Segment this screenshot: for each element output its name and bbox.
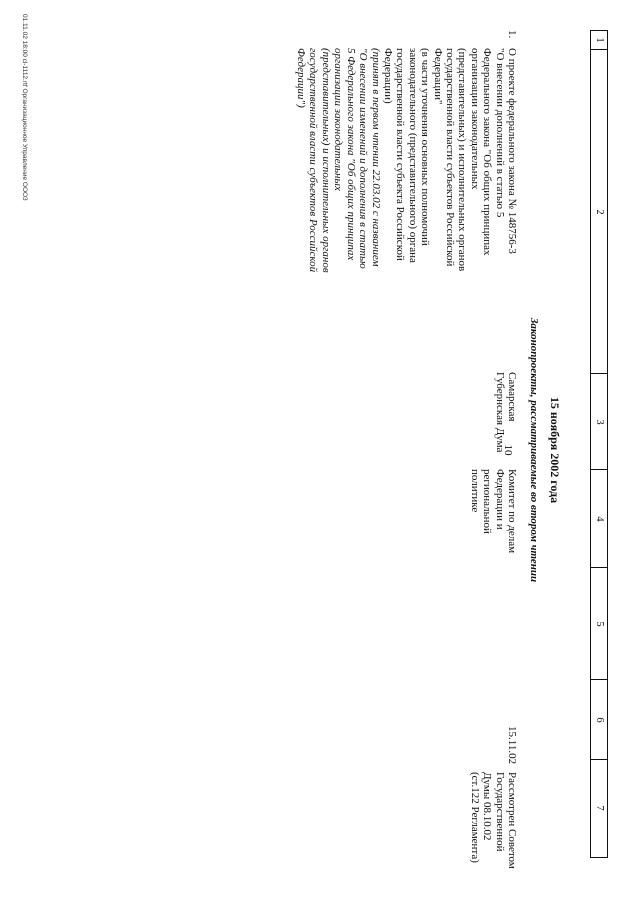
page-number: 10 bbox=[502, 444, 514, 456]
column-header: 1 bbox=[594, 37, 605, 43]
note-line: организации законодательных bbox=[332, 48, 345, 191]
committee-line: политике bbox=[468, 469, 481, 513]
date-title: 15 ноября 2002 года bbox=[548, 396, 562, 504]
note-line: государственной власти субъектов Российской bbox=[307, 48, 320, 273]
section-title: Законопроекты, рассматриваемые во втором чтении bbox=[528, 317, 540, 583]
column-header: 4 bbox=[591, 469, 607, 568]
column-header: 6 bbox=[591, 679, 607, 760]
description-line: государственной власти субъектов Российской bbox=[443, 48, 456, 267]
note-line: (принят в первом чтении 22.03.02 с названием bbox=[369, 48, 382, 267]
note-line: 5 Федерального закона "Об общих принципах bbox=[344, 48, 357, 261]
bill-description-cell bbox=[295, 48, 518, 308]
column-header: 7 bbox=[591, 759, 607, 856]
row-number: 1. bbox=[506, 30, 518, 39]
committee-line: Федерации и bbox=[493, 469, 506, 530]
column-header: 2 bbox=[591, 49, 607, 374]
column-header: 3 bbox=[591, 373, 607, 470]
status-line: Рассмотрен Советом bbox=[506, 772, 518, 869]
initiator-line: Самарская bbox=[506, 372, 518, 422]
scope-line: Федерации) bbox=[381, 48, 394, 104]
description-line: (представительных) и исполнительных органов bbox=[456, 48, 469, 272]
note-line: Федерации") bbox=[295, 48, 308, 108]
description-line: О проекте федерального закона № 148756-3 bbox=[506, 48, 518, 254]
description-line: организации законодательных bbox=[468, 48, 481, 190]
column-header: 5 bbox=[591, 567, 607, 680]
note-line: (представительных) и исполнительных органов bbox=[319, 48, 332, 273]
initiator-line: Губернская Дума bbox=[493, 372, 506, 453]
scope-line: законодательного (представительного) органа bbox=[406, 48, 419, 263]
scope-line: (в части уточнения основных полномочий bbox=[419, 48, 432, 246]
description-line: "О внесении дополнений в статью 5 bbox=[493, 48, 506, 218]
note-line: "О внесении изменений и дополнения в статью bbox=[357, 48, 370, 269]
status-line: (ст.122 Регламента) bbox=[468, 772, 481, 863]
description-line: Федерации" bbox=[431, 48, 444, 105]
status-line: Думы 08.10.02 bbox=[481, 772, 494, 841]
description-line: Федерального закона "Об общих принципах bbox=[481, 48, 494, 256]
scope-line: государственной власти субъекта Российской bbox=[394, 48, 407, 261]
status-line: Государственной bbox=[493, 772, 506, 852]
column-header-row bbox=[590, 30, 608, 858]
date-cell: 15.11.02 bbox=[506, 726, 518, 765]
committee-line: региональной bbox=[481, 469, 494, 534]
document-footer: 01.11.02 18:00 cl-1112.rtf Организационное Управление ООО3 bbox=[21, 14, 28, 201]
committee-line: Комитет по делам bbox=[506, 469, 518, 554]
